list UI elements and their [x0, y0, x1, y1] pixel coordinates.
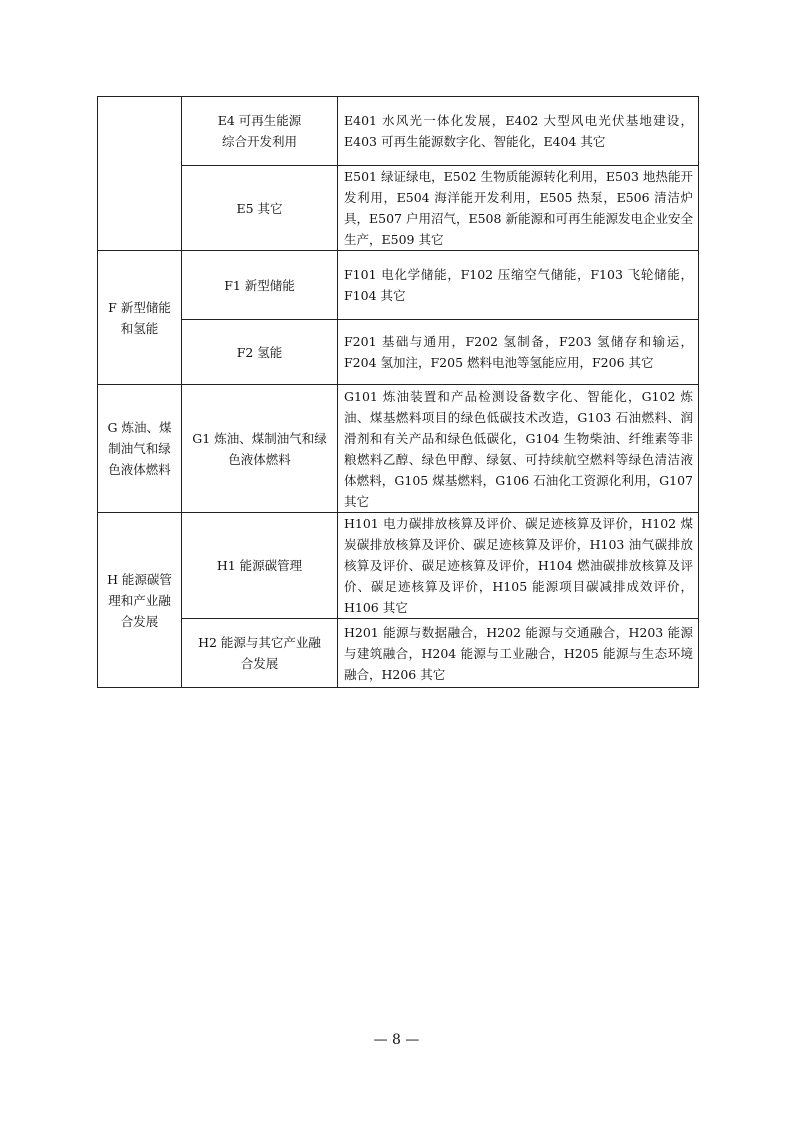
table-row [98, 513, 699, 619]
standards-table [97, 96, 699, 688]
category-cell: G 炼油、煤制油气和绿色液体燃料 [98, 385, 182, 513]
subcategory-cell: G1 炼油、煤制油气和绿色液体燃料 [182, 385, 338, 513]
page-number: — 8 — [373, 1032, 420, 1048]
subcategory-cell: F1 新型储能 [182, 251, 338, 320]
table-row [98, 251, 699, 320]
table-row [98, 385, 699, 513]
category-cell [98, 97, 182, 251]
table-row [98, 619, 699, 688]
subcategory-cell: F2 氢能 [182, 320, 338, 385]
subcategory-cell: H2 能源与其它产业融合发展 [182, 619, 338, 688]
table-row [98, 97, 699, 166]
subcategory-cell: E4 可再生能源综合开发利用 [182, 97, 338, 166]
description-cell: F101 电化学储能，F102 压缩空气储能，F103 飞轮储能，F104 其它 [338, 251, 699, 320]
description-cell: H101 电力碳排放核算及评价、碳足迹核算及评价，H102 煤炭碳排放核算及评价、碳足迹核算及评价，H103 油气碳排放核算及评价、碳足迹核算及评价，H104 燃油碳排放核算及评价、碳足迹核算及评价，H105 能源项目碳减排成效评价，H106 其它 [338, 513, 699, 619]
description-cell: F201 基础与通用，F202 氢制备，F203 氢储存和输运，F204 氢加注，F205 燃料电池等氢能应用，F206 其它 [338, 320, 699, 385]
category-cell: F 新型储能和氢能 [98, 251, 182, 385]
table-row [98, 166, 699, 251]
subcategory-cell: H1 能源碳管理 [182, 513, 338, 619]
description-cell: H201 能源与数据融合，H202 能源与交通融合，H203 能源与建筑融合，H204 能源与工业融合，H205 能源与生态环境融合，H206 其它 [338, 619, 699, 688]
category-cell: H 能源碳管理和产业融合发展 [98, 513, 182, 688]
table-row [98, 320, 699, 385]
description-cell: G101 炼油装置和产品检测设备数字化、智能化，G102 炼油、煤基燃料项目的绿色低碳技术改造，G103 石油燃料、润滑剂和有关产品和绿色低碳化，G104 生物柴油、纤维素等非粮燃料乙醇、绿色甲醇、绿氨、可持续航空燃料等绿色清洁液体燃料，G105 煤基燃料，G106 石油化工资源化利用，G107 其它 [338, 385, 699, 513]
description-cell: E501 绿证绿电，E502 生物质能源转化利用，E503 地热能开发利用，E504 海洋能开发利用，E505 热泵，E506 清洁炉具，E507 户用沼气，E508 新能源和可再生能源发电企业安全生产，E509 其它 [338, 166, 699, 251]
description-cell: E401 水风光一体化发展，E402 大型风电光伏基地建设，E403 可再生能源数字化、智能化，E404 其它 [338, 97, 699, 166]
subcategory-cell: E5 其它 [182, 166, 338, 251]
